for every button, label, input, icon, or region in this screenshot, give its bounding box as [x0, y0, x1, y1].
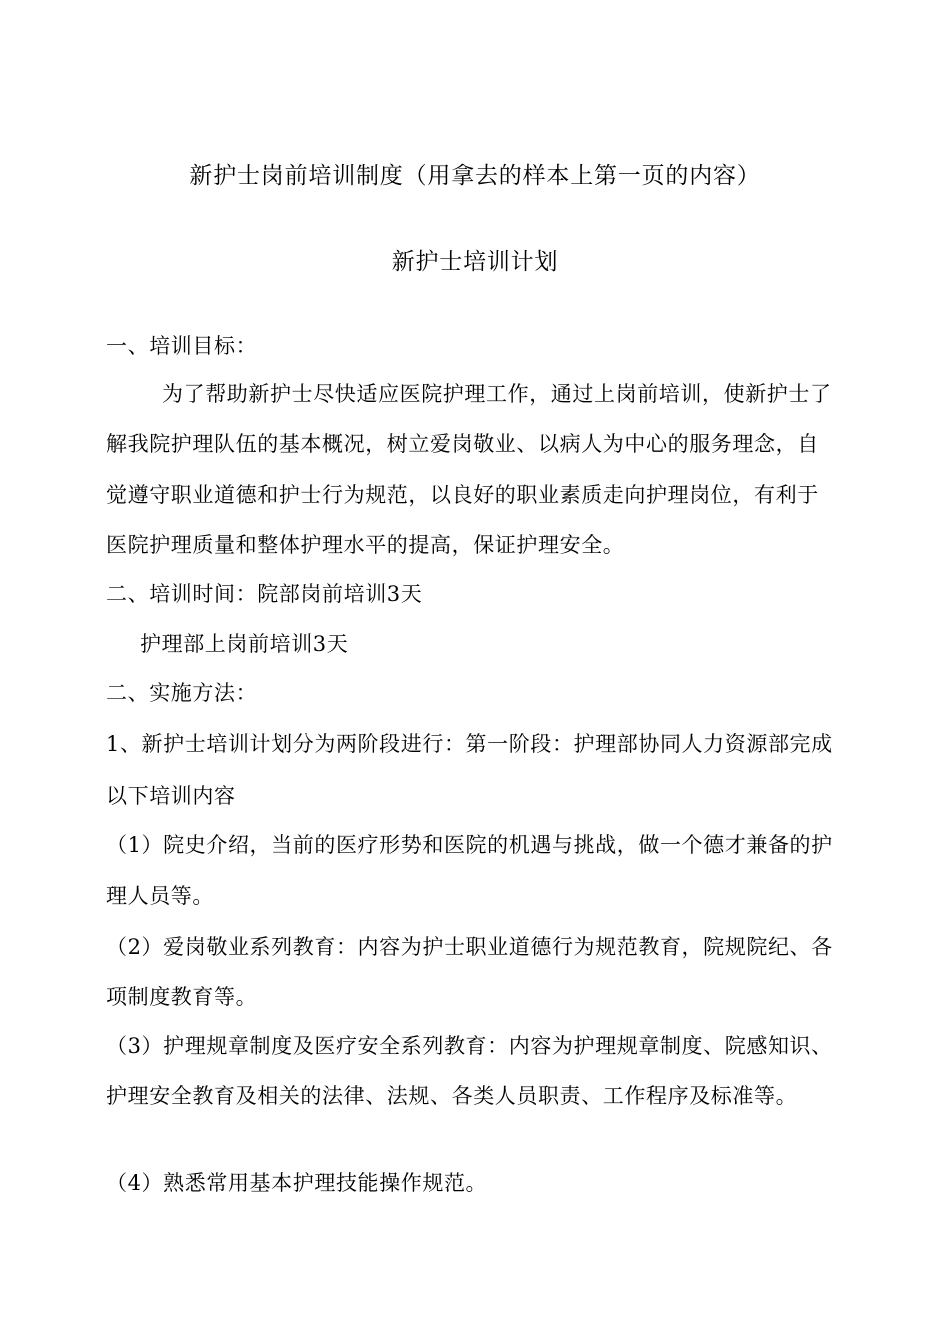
list-item-continuation: 项制度教育等。 — [106, 985, 258, 1009]
paragraph-line: 为了帮助新护士尽快适应医院护理工作，通过上岗前培训，使新护士了 — [162, 382, 832, 406]
section-heading-method: 二、实施方法： — [106, 681, 258, 705]
list-item-continuation: 护理安全教育及相关的法律、法规、各类人员职责、工作程序及标准等。 — [106, 1084, 798, 1108]
paragraph-line: 解我院护理队伍的基本概况，树立爱岗敬业、以病人为中心的服务理念，自 — [106, 432, 819, 456]
paragraph-line: 护理部上岗前培训3天 — [140, 632, 349, 656]
paragraph-line: 觉遵守职业道德和护士行为规范，以良好的职业素质走向护理岗位，有利于 — [106, 483, 819, 507]
list-item: （1）院史介绍，当前的医疗形势和医院的机遇与挑战，做一个德才兼备的护 — [106, 833, 833, 857]
list-item: 1、新护士培训计划分为两阶段进行：第一阶段：护理部协同人力资源部完成 — [106, 732, 833, 756]
section-heading-goal: 一、培训目标： — [106, 334, 258, 358]
list-item: （4）熟悉常用基本护理技能操作规范。 — [106, 1171, 488, 1195]
document-subtitle: 新护士培训计划 — [391, 249, 559, 275]
paragraph-line: 医院护理质量和整体护理水平的提高，保证护理安全。 — [106, 533, 625, 557]
list-item-continuation: 以下培训内容 — [106, 784, 236, 808]
list-item-continuation: 理人员等。 — [106, 884, 214, 908]
section-heading-time: 二、培训时间：院部岗前培训3天 — [106, 582, 423, 606]
list-item: （2）爱岗敬业系列教育：内容为护士职业道德行为规范教育，院规院纪、各 — [106, 935, 833, 959]
list-item: （3）护理规章制度及医疗安全系列教育：内容为护理规章制度、院感知识、 — [106, 1034, 833, 1058]
document-title: 新护士岗前培训制度（用拿去的样本上第一页的内容） — [189, 163, 761, 189]
